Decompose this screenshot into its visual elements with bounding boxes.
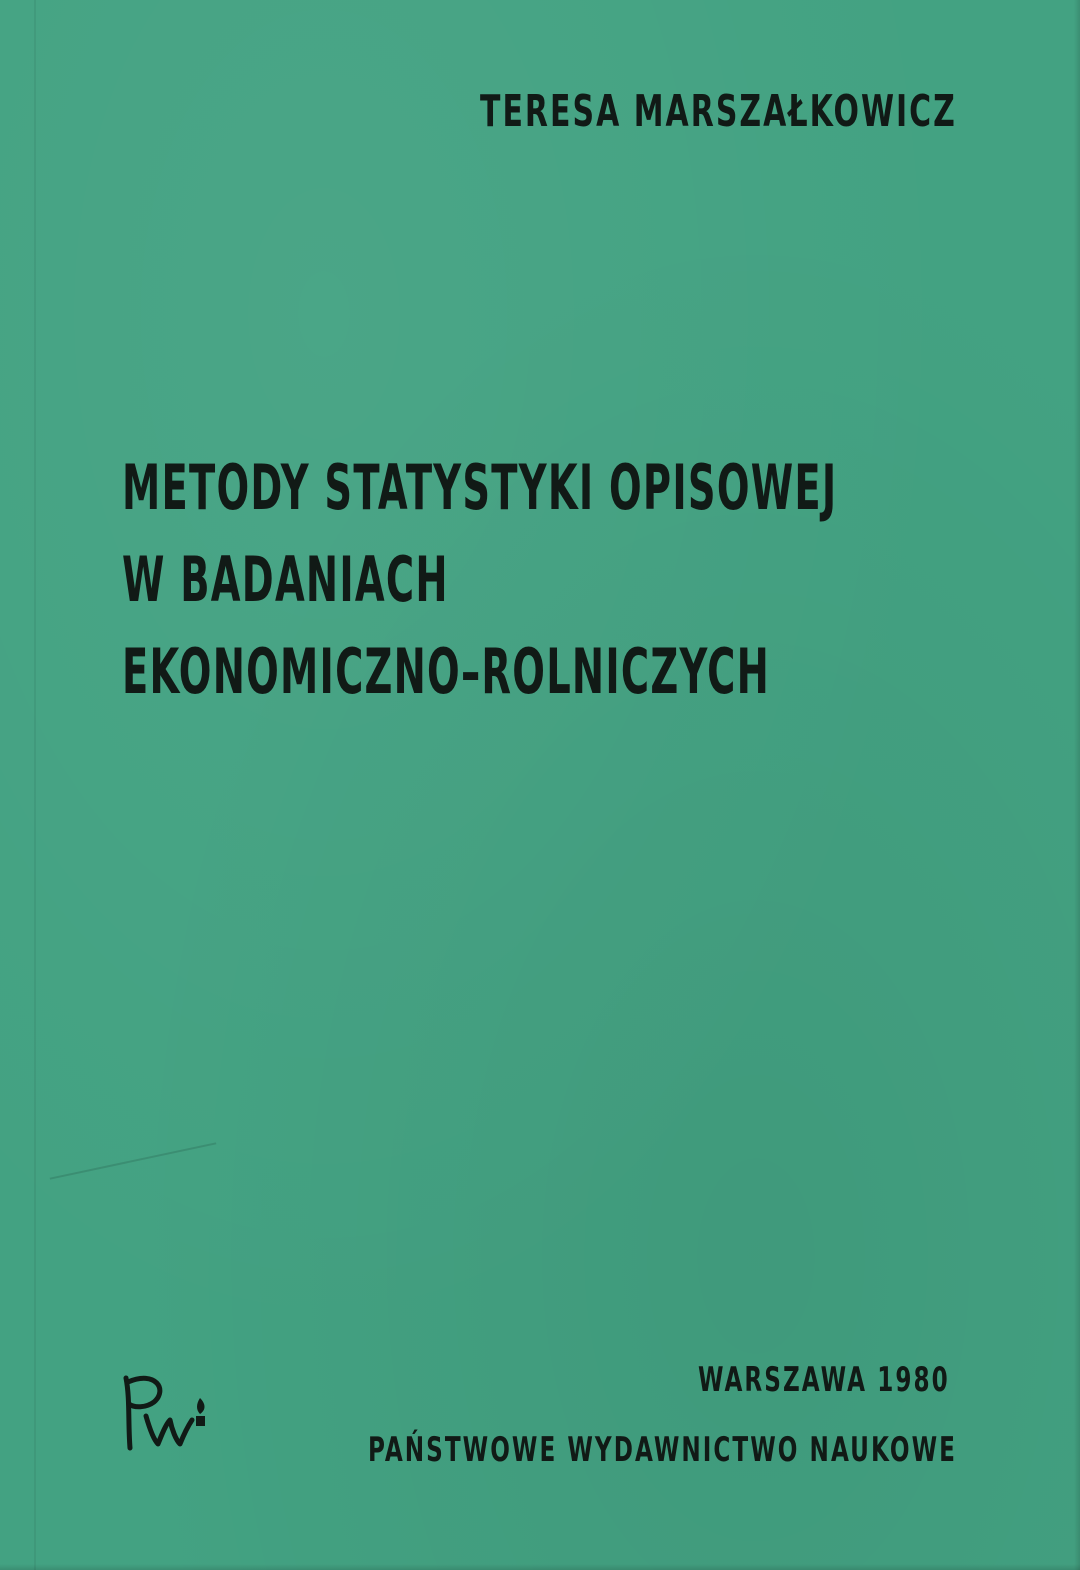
place-and-year: WARSZAWA 1980 <box>698 1360 950 1400</box>
title-line-2: W BADANIACH <box>122 543 449 616</box>
bottom-edge-shadow <box>0 1564 1080 1570</box>
title-line-3: EKONOMICZNO–ROLNICZYCH <box>122 635 771 708</box>
spine-fold <box>34 0 36 1570</box>
pwn-publisher-logo-icon <box>116 1368 216 1458</box>
author-name: TERESA MARSZAŁKOWICZ <box>480 86 957 137</box>
paper-crease <box>50 1142 217 1179</box>
publisher-name: PAŃSTWOWE WYDAWNICTWO NAUKOWE <box>368 1430 957 1470</box>
book-title <box>122 442 1080 718</box>
title-line-1: METODY STATYSTYKI OPISOWEJ <box>122 451 838 524</box>
right-edge-shadow <box>1074 0 1080 1570</box>
